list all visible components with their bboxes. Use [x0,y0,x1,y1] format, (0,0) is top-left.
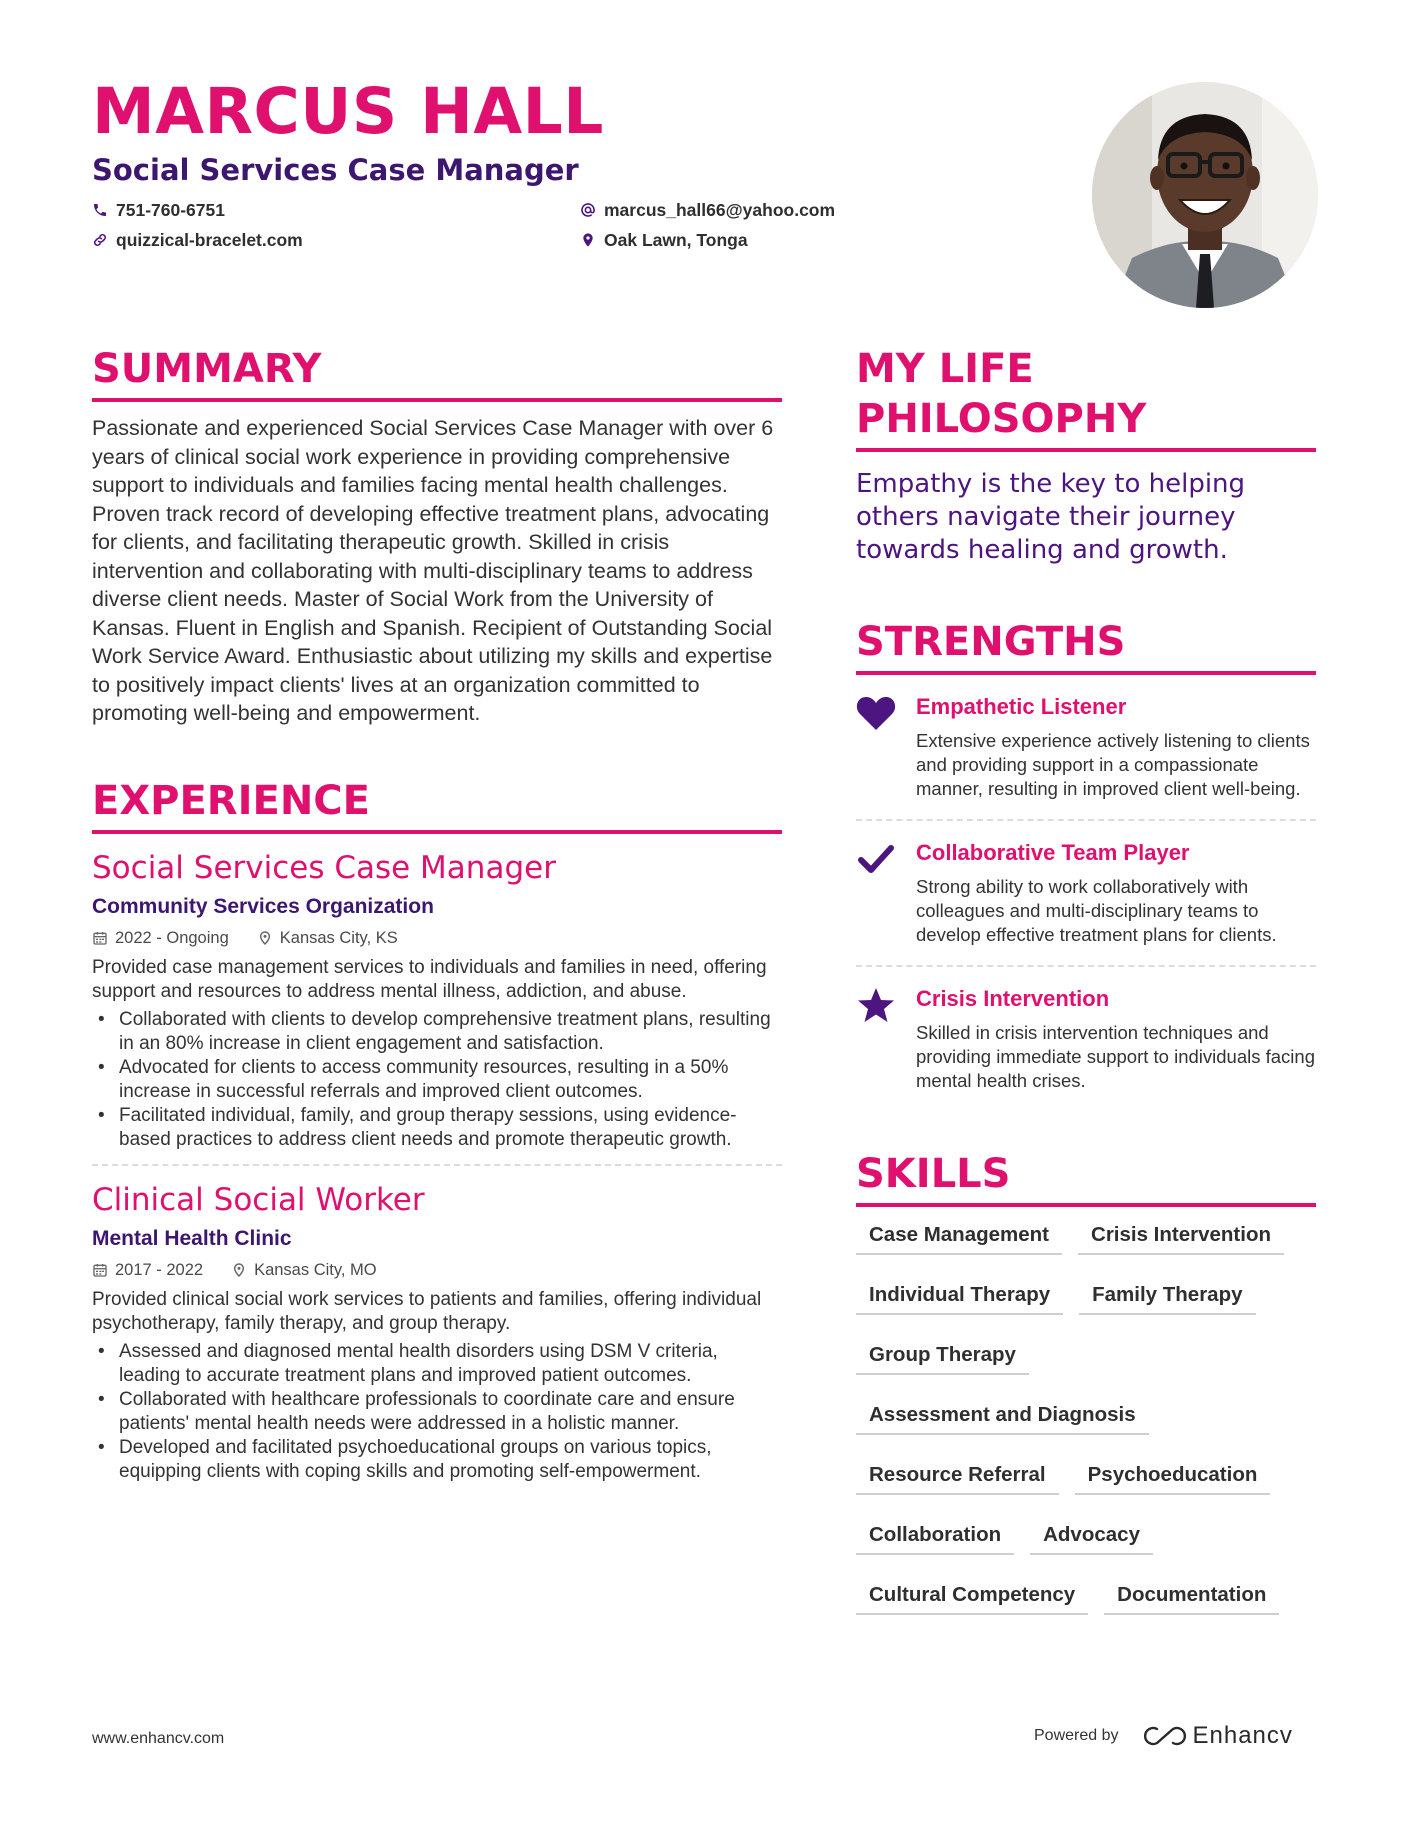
skill-tag: Assessment and Diagnosis [856,1401,1149,1435]
resume-header [92,76,1072,252]
skill-tag: Family Therapy [1079,1281,1255,1315]
strength-item [856,675,1316,819]
link-icon [92,232,108,248]
job-location-text: Kansas City, KS [279,928,398,947]
website-contact[interactable] [92,228,580,252]
experience-heading: EXPERIENCE [92,776,782,834]
summary-heading: SUMMARY [92,344,782,402]
enhancv-logo-icon [1143,1723,1187,1749]
location-pin-icon [257,930,273,946]
strength-description: Extensive experience actively listening to clients and providing support in a compassionate manner, resulting in improved client well-being. [916,730,1310,799]
skills-heading: SKILLS [856,1149,1316,1207]
skill-tag: Group Therapy [856,1341,1029,1375]
skill-tag: Crisis Intervention [1078,1221,1284,1255]
job-title: Clinical Social Worker [92,1181,425,1218]
experience-entry [92,848,782,1152]
list-item: • Collaborated with clients to develop comprehensive treatment plans, resulting in an 80% increase in client engagement and satisfaction. [92,1008,782,1056]
website-text: quizzical-bracelet.com [116,230,303,250]
brand-name: Enhancv [1192,1722,1293,1749]
job-title: Social Services Case Manager [92,849,556,886]
philosophy-heading [856,344,1316,452]
job-dates-text: 2022 - Ongoing [115,928,229,947]
strength-title: Crisis Intervention [916,986,1110,1011]
strengths-heading: STRENGTHS [856,617,1316,675]
philosophy-heading-line1: MY LIFE [856,346,1034,392]
left-column [92,344,782,1484]
right-column [856,344,1316,1615]
skill-tag: Psychoeducation [1075,1461,1271,1495]
avatar [1092,82,1318,308]
job-description: Provided clinical social work services to patients and families, offering individual psychotherapy, family therapy, and group therapy. [92,1288,762,1334]
list-item: • Facilitated individual, family, and group therapy sessions, using evidence-based practices to address client needs and promote therapeutic growth. [92,1104,782,1152]
phone-icon [92,202,108,218]
strength-title: Empathetic Listener [916,694,1127,719]
job-company: Community Services Organization [92,894,434,918]
philosophy-heading-line2: PHILOSOPHY [856,396,1147,442]
footer-website[interactable]: www.enhancv.com [92,1730,225,1747]
job-location [257,928,398,948]
strength-description: Skilled in crisis intervention techniques and providing immediate support to individuals facing mental health crises. [916,1022,1315,1091]
divider [92,1164,782,1166]
phone-text: 751-760-6751 [116,200,225,220]
job-location [231,1260,377,1280]
strength-description: Strong ability to work collaboratively with colleagues and multi-disciplinary teams to develop effective treatment plans for clients. [916,876,1277,945]
experience-entry [92,1180,782,1484]
email-text: marcus_hall66@yahoo.com [604,200,836,220]
calendar-icon [92,930,108,946]
skill-tag: Documentation [1104,1581,1279,1615]
location-text: Oak Lawn, Tonga [604,230,748,250]
philosophy-text: Empathy is the key to helping others navigate their journey towards healing and growth. [856,469,1246,565]
skill-tag: Cultural Competency [856,1581,1088,1615]
skills-list [856,1221,1316,1615]
heart-icon [856,695,896,731]
job-bullets [92,1340,782,1484]
strength-item [856,819,1316,965]
calendar-icon [92,1262,108,1278]
powered-by-label: Powered by [1034,1727,1119,1744]
location-pin-icon [231,1262,247,1278]
job-bullets [92,1008,782,1152]
profile-photo [1092,82,1318,308]
list-item: • Collaborated with healthcare professionals to coordinate care and ensure patients' mental health needs were addressed in a holistic manner. [92,1388,782,1436]
phone-contact [92,198,580,222]
candidate-name: MARCUS HALL [92,75,604,148]
skill-tag: Collaboration [856,1521,1014,1555]
location-contact [580,228,980,252]
strength-title: Collaborative Team Player [916,840,1190,865]
job-description: Provided case management services to individuals and families in need, offering support and resources to address mental illness, addiction, and abuse. [92,956,767,1002]
at-icon [580,202,596,218]
job-dates-text: 2017 - 2022 [115,1260,204,1279]
summary-text: Passionate and experienced Social Services Case Manager with over 6 years of clinical social work experience in providing comprehensive support to individuals and families facing mental health challenges. Proven track record of developing effective treatment plans, advocating for clients, and facilitating therapeutic growth. Skilled in crisis intervention and collaborating with multi-disciplinary teams to address diverse client needs. Master of Social Work from the University of Kansas. Fluent in English and Spanish. Recipient of Outstanding Social Work Service Award. Enthusiastic about utilizing my skills and expertise to positively impact clients' lives at an organization committed to promoting well-being and empowerment. [92,416,774,725]
job-meta [92,1260,782,1280]
brand-logo [1143,1722,1293,1750]
skill-tag: Advocacy [1030,1521,1153,1555]
candidate-title: Social Services Case Manager [92,153,579,187]
list-item: • Advocated for clients to access community resources, resulting in a 50% increase in successful referrals and improved client outcomes. [92,1056,782,1104]
skill-tag: Individual Therapy [856,1281,1063,1315]
strength-item [856,965,1316,1111]
job-company: Mental Health Clinic [92,1226,292,1250]
list-item: • Developed and facilitated psychoeducational groups on various topics, equipping clients with coping skills and promoting self-empowerment. [92,1436,782,1484]
location-pin-icon [580,232,596,248]
list-item: • Assessed and diagnosed mental health disorders using DSM V criteria, leading to accurate treatment plans and improved patient outcomes. [92,1340,782,1388]
contact-info [92,198,1072,252]
job-meta [92,928,782,948]
job-dates [92,1260,203,1280]
check-icon [856,841,896,877]
job-dates [92,928,229,948]
skill-tag: Resource Referral [856,1461,1059,1495]
star-icon [856,987,896,1023]
email-contact[interactable] [580,198,980,222]
job-location-text: Kansas City, MO [254,1260,377,1279]
skill-tag: Case Management [856,1221,1062,1255]
footer-branding[interactable] [1034,1722,1293,1750]
